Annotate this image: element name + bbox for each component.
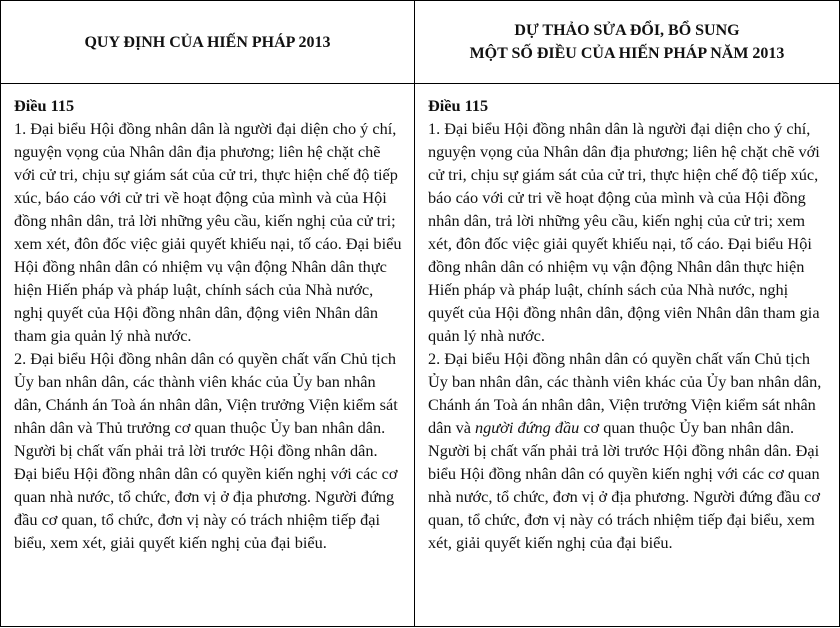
right-clause-2-amended-phrase: người đứng đầu: [475, 418, 580, 437]
right-article-title: Điều 115: [428, 96, 489, 115]
left-column-content: [1, 84, 415, 627]
right-column-content: [415, 84, 840, 627]
right-clause-2-text-b: cơ quan thuộc Ủy ban nhân dân. Người bị chất vấn phải trả lời trước Hội đồng nhân dân. Đại biểu Hội đồng nhân dân có quyền kiến nghị với các cơ quan nhà nước, tổ chức, đơn vị ở địa phương. Người đứng đầu cơ quan, tổ chức, đơn vị này có trách nhiệm tiếp đại biểu, xem xét, giải quyết kiến nghị của đại biểu.: [428, 418, 820, 552]
right-header-line-2: MỘT SỐ ĐIỀU CỦA HIẾN PHÁP NĂM 2013: [469, 45, 785, 62]
left-clause-1: 1. Đại biểu Hội đồng nhân dân là người đại diện cho ý chí, nguyện vọng của Nhân dân địa phương; liên hệ chặt chẽ với cử tri, chịu sự giám sát của cử tri, thực hiện chế độ tiếp xúc, báo cáo với cử tri về hoạt động của mình và của Hội đồng nhân dân, trả lời những yêu cầu, kiến nghị của cử tri; xem xét, đôn đốc việc giải quyết khiếu nại, tố cáo. Đại biểu Hội đồng nhân dân có nhiệm vụ vận động Nhân dân thực hiện Hiến pháp và pháp luật, chính sách của Nhà nước, nghị quyết của Hội đồng nhân dân, động viên Nhân dân tham gia quản lý nhà nước.: [14, 119, 402, 345]
table-body-row: [1, 84, 840, 627]
right-clause-2-text-a: 2. Đại biểu Hội đồng nhân dân có quyền chất vấn Chủ tịch Ủy ban nhân dân, các thành viên khác của Ủy ban nhân dân, Chánh án Toà án nhân dân, Viện trưởng Viện kiểm sát nhân dân và: [428, 349, 822, 437]
left-article-title: Điều 115: [14, 96, 75, 115]
left-header-text: QUY ĐỊNH CỦA HIẾN PHÁP 2013: [84, 33, 331, 51]
right-column-header: [415, 1, 840, 84]
left-clause-2: 2. Đại biểu Hội đồng nhân dân có quyền chất vấn Chủ tịch Ủy ban nhân dân, các thành viên khác của Ủy ban nhân dân, Chánh án Toà án nhân dân, Viện trưởng Viện kiểm sát nhân dân và Thủ trưởng cơ quan thuộc Ủy ban nhân dân. Người bị chất vấn phải trả lời trước Hội đồng nhân dân. Đại biểu Hội đồng nhân dân có quyền kiến nghị với các cơ quan nhà nước, tổ chức, đơn vị ở địa phương. Người đứng đầu cơ quan, tổ chức, đơn vị này có trách nhiệm tiếp đại biểu, xem xét, giải quyết kiến nghị của đại biểu.: [14, 349, 398, 552]
table-header-row: [1, 1, 840, 84]
left-column-header: [1, 1, 415, 84]
right-header-line-1: DỰ THẢO SỬA ĐỔI, BỔ SUNG: [514, 22, 740, 39]
right-clause-2: [428, 347, 827, 554]
right-clause-1: 1. Đại biểu Hội đồng nhân dân là người đại diện cho ý chí, nguyện vọng của Nhân dân địa phương; liên hệ chặt chẽ với cử tri, chịu sự giám sát của cử tri, thực hiện chế độ tiếp xúc, báo cáo với cử tri về hoạt động của mình và của Hội đồng nhân dân, trả lời những yêu cầu, kiến nghị của cử tri; xem xét, đôn đốc việc giải quyết khiếu nại, tố cáo. Đại biểu Hội đồng nhân dân có nhiệm vụ vận động Nhân dân thực hiện Hiến pháp và pháp luật, chính sách của Nhà nước, nghị quyết của Hội đồng nhân dân, động viên Nhân dân tham gia quản lý nhà nước.: [428, 119, 820, 345]
